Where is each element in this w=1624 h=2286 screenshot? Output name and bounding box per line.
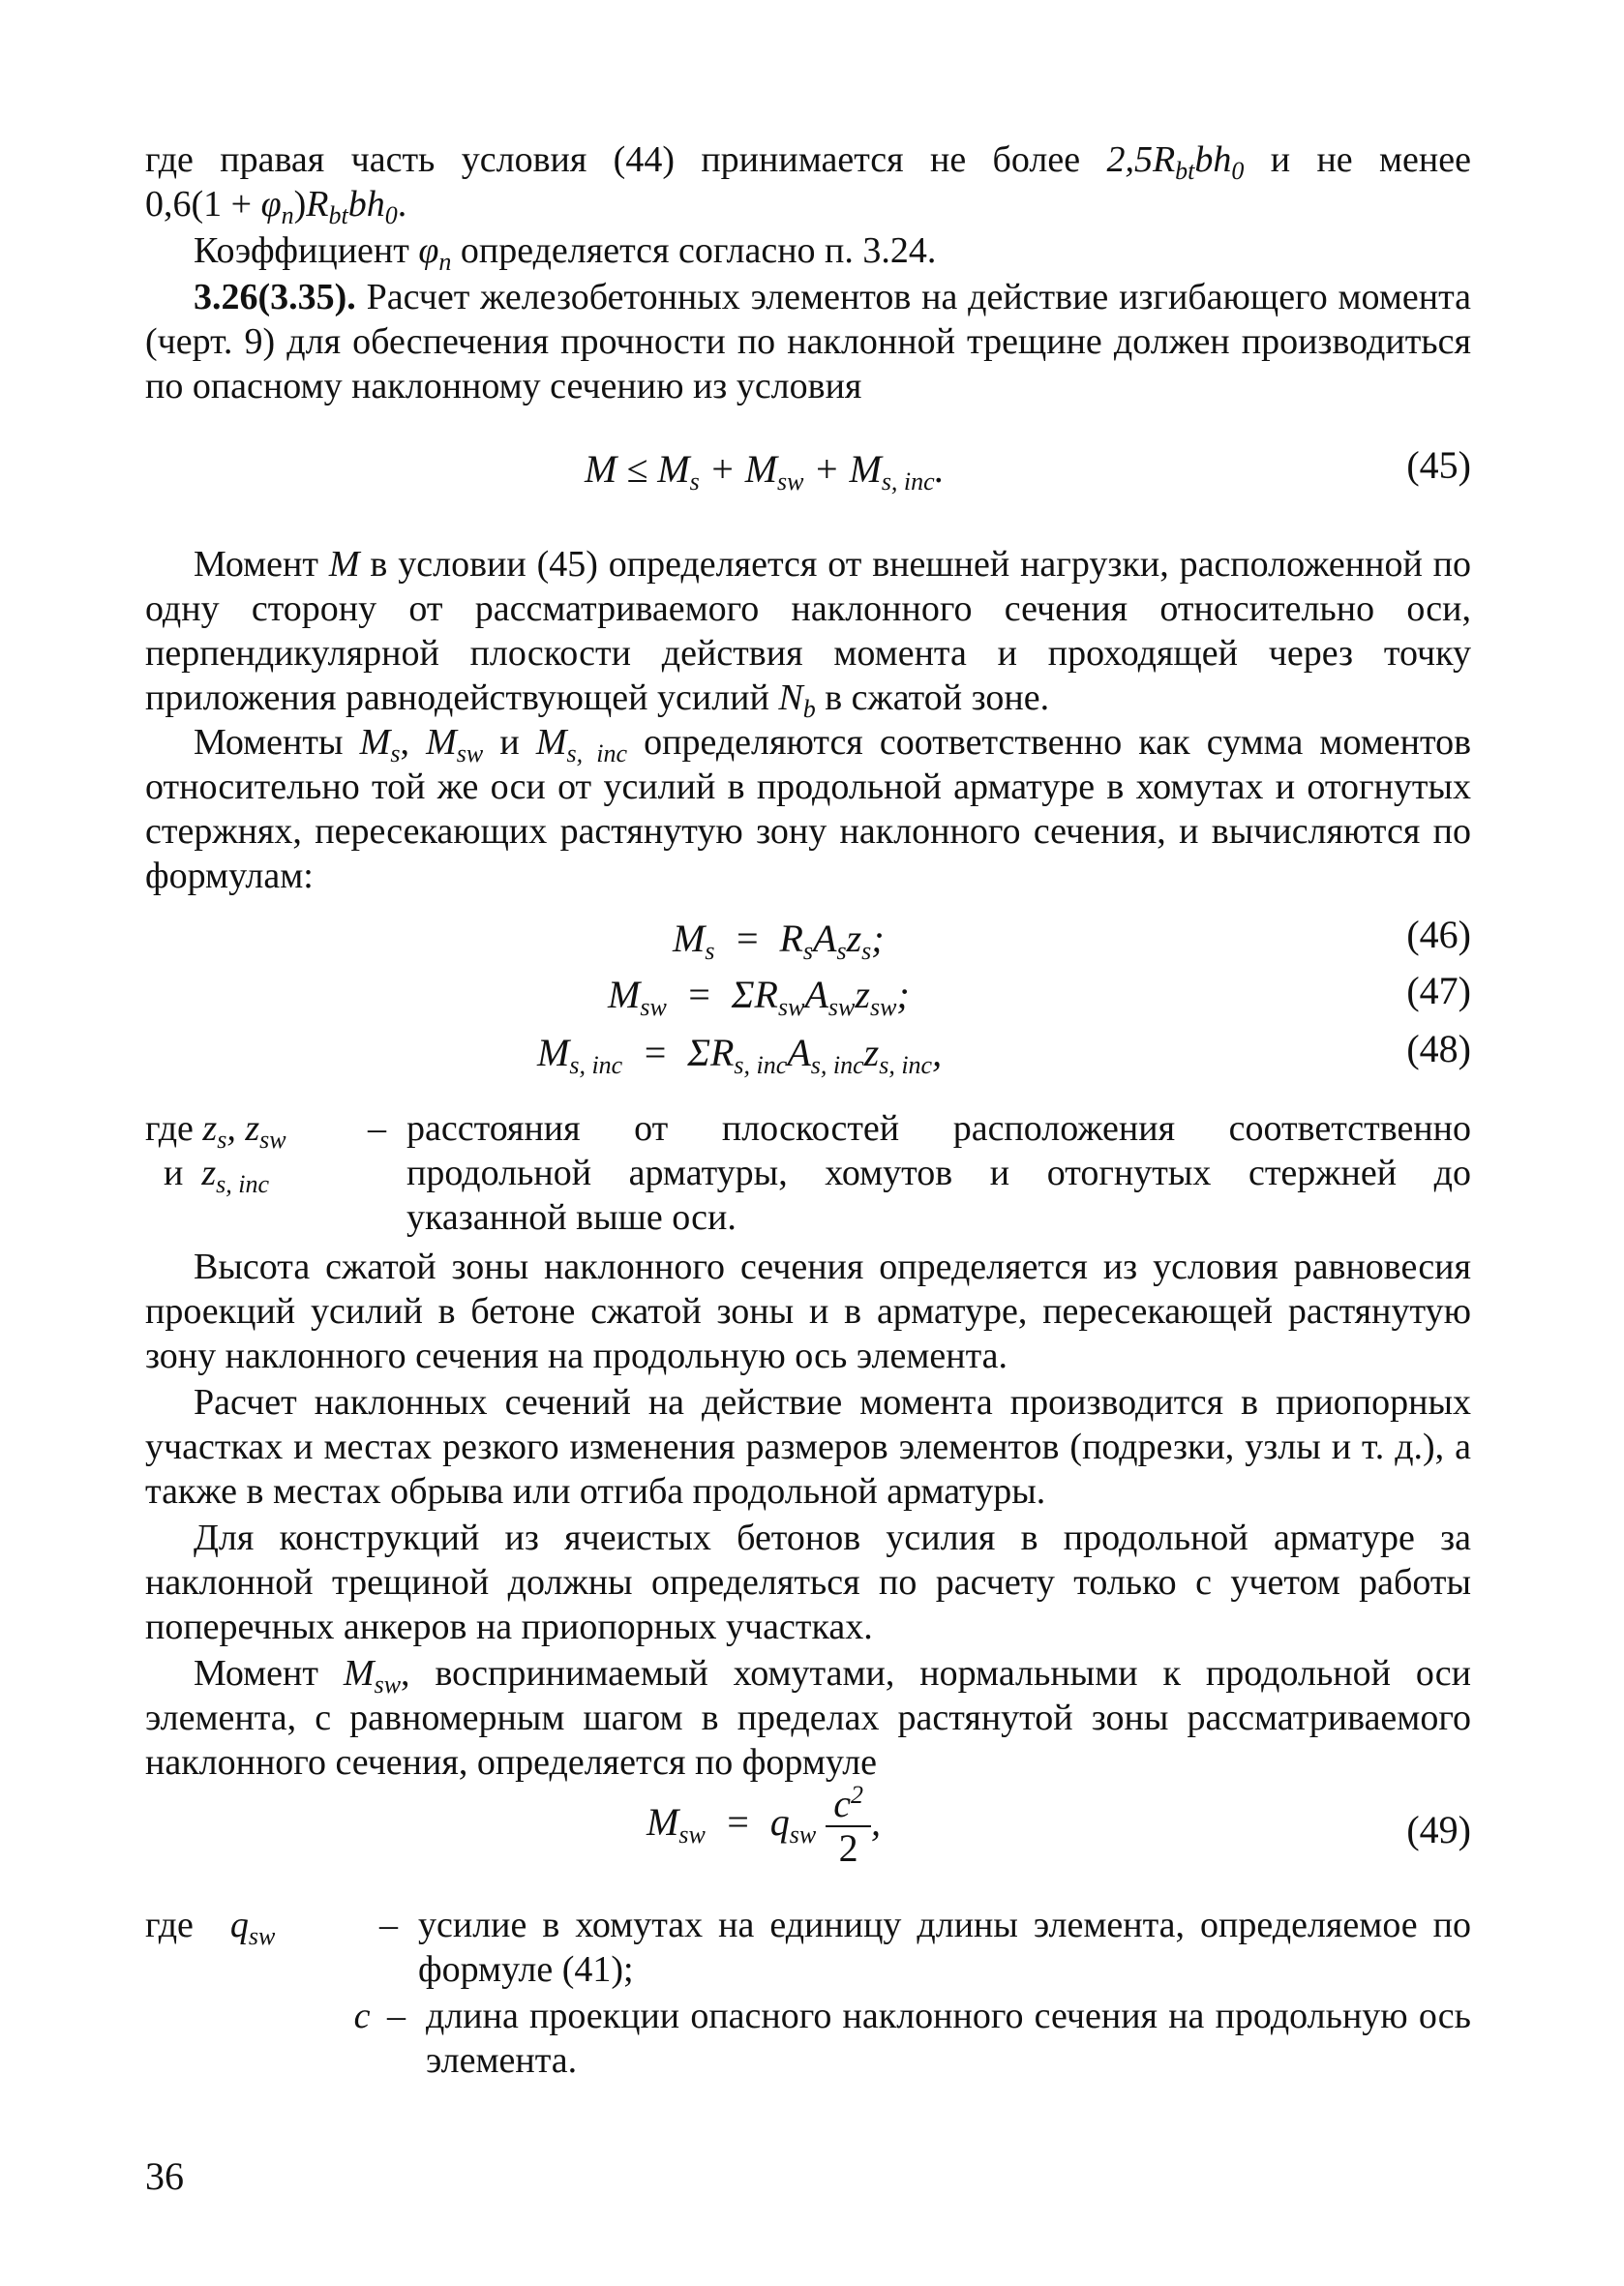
definition-list-1 xyxy=(145,1106,1471,1240)
definition-term: c xyxy=(353,1996,371,2036)
equation-number-46: (46) xyxy=(1406,913,1471,956)
definition-row xyxy=(145,1994,1471,2083)
formula-49: $M_{sw} = q_{sw}$ $\frac{c^2}{2}$ , xyxy=(647,1781,882,1870)
paragraph-cellular: Для конструкций из ячеистых бетонов усилия в продольной арматуре за наклонной трещиной должны определяться по расчету только с учетом работы поперечных анкеров на приопорных участках. xyxy=(145,1518,1471,1647)
definition-text: расстояния от плоскостей расположения соответственно продольной арматуры, хомутов и отогнутых стержней до указанной выше оси. xyxy=(406,1108,1471,1238)
equation-number-47: (47) xyxy=(1406,969,1471,1012)
paragraph-moment-m: Момент M в условии (45) определяется от внешней нагрузки, расположенной по одну сторону от рассматриваемого наклонного сечения относительно оси, перпендикулярной плоскости действия момента и проходящей через точку приложения равнодействующей усилий $N_b$ в сжатой зоне. xyxy=(145,544,1472,723)
definition-text: усилие в хомутах на единицу длины элемента, определяемое по формуле (41); xyxy=(418,1905,1471,1990)
definition-row xyxy=(145,1106,1471,1240)
text-line: $0,6(1 + \varphi_n)R_{bt}bh_0$. xyxy=(145,184,407,229)
dash: – xyxy=(379,1905,398,1945)
equation-number-48: (48) xyxy=(1406,1027,1471,1070)
paragraph-moments: Моменты $M_s$, $M_{sw}$ и $M_{s, inc}$ определяются соответственно как сумма моментов относительно той же оси от усилий в продольной арматуре в хомутах и отогнутых стержнях, пересекающих растянутую зону наклонного сечения, и вычисляются по формулам: xyxy=(145,722,1472,896)
section-3-26: 3.26(3.35). Расчет железобетонных элементов на действие изгибающего момента (черт. 9) для обеспечения прочности по наклонной трещине должен производиться по опасному наклонному сечению из условия xyxy=(145,277,1471,406)
equation-number-45: (45) xyxy=(1406,443,1471,487)
fraction: $\frac{c^2}{2}$ xyxy=(826,1783,871,1870)
definition-term: где $q_{sw}$ xyxy=(145,1905,276,1950)
formula-46: $M_s = R_sA_sz_s$; xyxy=(673,917,885,965)
paragraph-height: Высота сжатой зоны наклонного сечения определяется из условия равновесия проекций усилий в бетоне сжатой зоны и в арматуре, пересекающей растянутую зону наклонного сечения на продольную ось элемента. xyxy=(145,1247,1471,1376)
text-line: Коэффициент $\varphi_n$ определяется согласно п. 3.24. xyxy=(194,230,937,276)
definition-row xyxy=(145,1903,1471,1992)
paragraph-msw: Момент $M_{sw}$, воспринимаемый хомутами, нормальными к продольной оси элемента, с равномерным шагом в пределах растянутой зоны рассматриваемого наклонного сечения, определяется по формуле xyxy=(145,1653,1472,1783)
definition-term: где $z_s$, $z_{sw}$ и $z_{s, inc}$ xyxy=(145,1108,286,1198)
formula-47: $M_{sw} = \Sigma R_{sw}A_{sw}z_{sw}$; xyxy=(608,973,910,1021)
definition-text: длина проекции опасного наклонного сечения на продольную ось элемента. xyxy=(426,1996,1471,2081)
text-line: где правая часть условия (44) принимается не более $2,5R_{bt}bh_0$ и не менее xyxy=(145,139,1471,185)
page-number: 36 xyxy=(145,2154,184,2198)
formula-48: $M_{s, inc} = \Sigma R_{s, inc}A_{s, inc}z_{s, inc}$, xyxy=(537,1031,943,1079)
dash: – xyxy=(387,1996,406,2036)
dash: – xyxy=(368,1108,386,1149)
paragraph-calc: Расчет наклонных сечений на действие момента производится в приопорных участках и местах резкого изменения размеров элементов (подрезки, узлы и т. д.), а также в местах обрыва или отгиба продольной арматуры. xyxy=(145,1382,1471,1512)
formula-45: $M \le M_s + M_{sw} + M_{s, inc}$. xyxy=(585,447,945,496)
equation-number-49: (49) xyxy=(1406,1808,1471,1851)
definition-list-2 xyxy=(145,1903,1471,2083)
